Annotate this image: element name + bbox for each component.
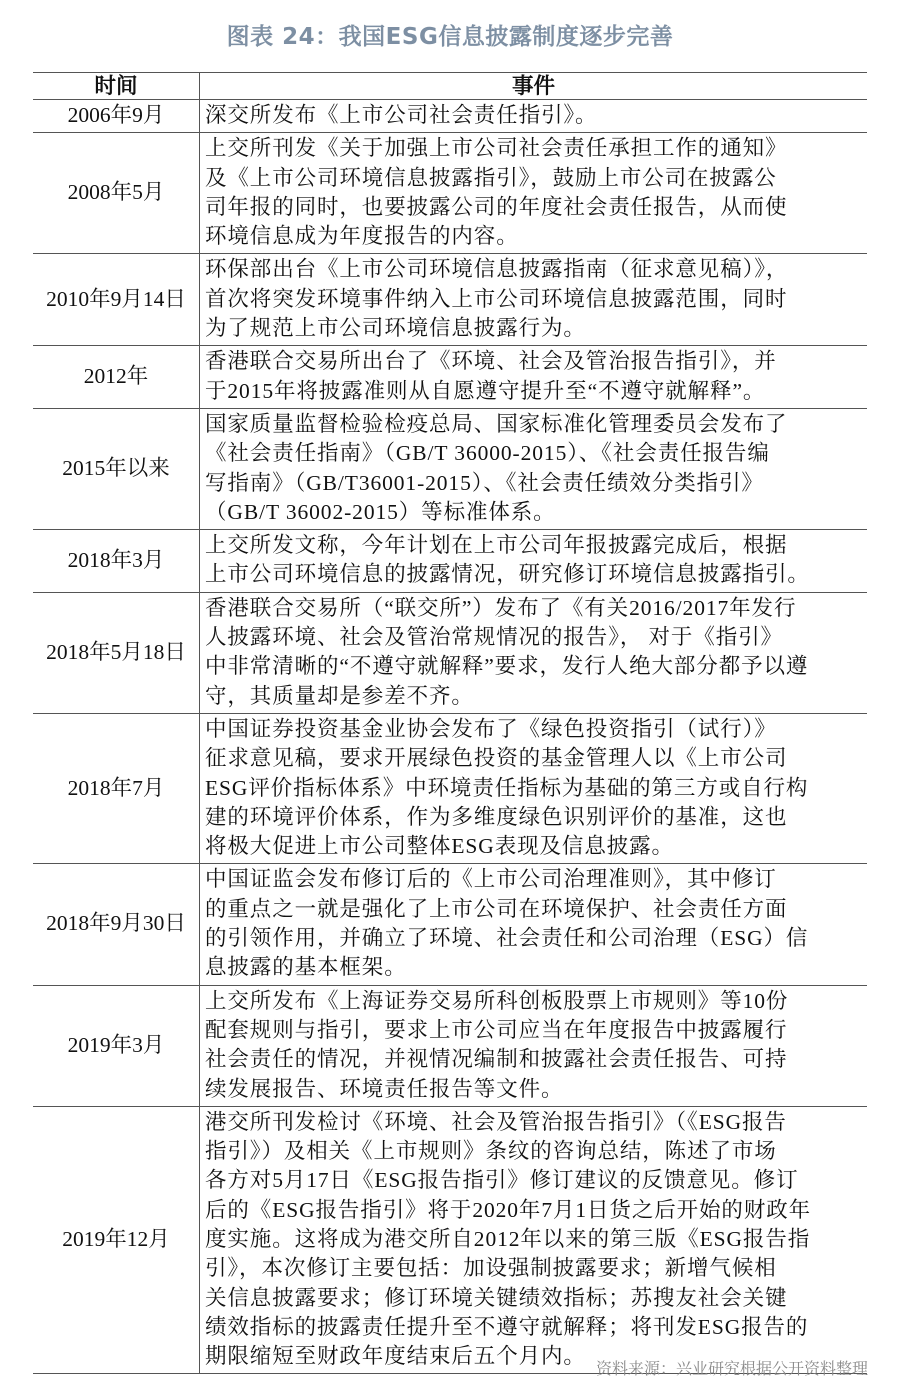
event-line: 后的《ESG报告指引》将于2020年7月1日货之后开始的财政年 — [205, 1197, 812, 1222]
table-row — [33, 408, 867, 529]
table-row — [33, 530, 867, 593]
event-line: 司年报的同时，也要披露公司的年度社会责任报告，从而使 — [205, 194, 788, 219]
event-cell — [200, 346, 868, 409]
time-cell: 2015年以来 — [33, 408, 200, 529]
event-line: 环境信息成为年度报告的内容。 — [205, 224, 519, 249]
event-line: 绩效指标的披露责任提升至不遵守就解释；将刊发ESG报告的 — [205, 1314, 809, 1339]
event-cell — [200, 100, 868, 133]
header-event: 事件 — [200, 73, 868, 100]
event-line: 期限缩短至财政年度结束后五个月内。 — [205, 1344, 586, 1369]
time-cell: 2018年7月 — [33, 713, 200, 863]
table-row — [33, 346, 867, 409]
event-cell — [200, 864, 868, 985]
time-cell: 2018年9月30日 — [33, 864, 200, 985]
time-cell: 2008年5月 — [33, 133, 200, 254]
event-line: 守，其质量却是参差不齐。 — [205, 683, 474, 708]
figure-title: 图表 24：我国ESG信息披露制度逐步完善 — [226, 24, 674, 50]
table-row — [33, 133, 867, 254]
event-line: 为了规范上市公司环境信息披露行为。 — [205, 316, 586, 341]
event-line: 配套规则与指引，要求上市公司应当在年度报告中披露履行 — [205, 1017, 788, 1042]
event-line: （GB/T 36002-2015）等标准体系。 — [205, 499, 556, 524]
event-line: 息披露的基本框架。 — [205, 955, 407, 980]
event-cell — [200, 254, 868, 346]
event-line: 上交所发布《上海证券交易所科创板股票上市规则》等10份 — [205, 988, 789, 1013]
event-line: 于2015年将披露准则从自愿遵守提升至“不遵守就解释”。 — [205, 378, 766, 403]
event-line: 中国证监会发布修订后的《上市公司治理准则》，其中修订 — [205, 867, 777, 892]
time-cell: 2010年9月14日 — [33, 254, 200, 346]
event-line: 及《上市公司环境信息披露指引》，鼓励上市公司在披露公 — [205, 165, 777, 190]
event-line: 征求意见稿，要求开展绿色投资的基金管理人以《上市公司 — [205, 746, 788, 771]
event-cell — [200, 1106, 868, 1374]
table-row — [33, 592, 867, 713]
event-line: 香港联合交易所（“联交所”）发布了《有关2016/2017年发行 — [205, 595, 797, 620]
event-line: 写指南》（GB/T36001-2015）、《社会责任绩效分类指引》 — [205, 470, 764, 495]
table-row — [33, 864, 867, 985]
event-cell — [200, 713, 868, 863]
event-line: 的重点之一就是强化了上市公司在环境保护、社会责任方面 — [205, 896, 788, 921]
event-line: 环保部出台《上市公司环境信息披露指南（征求意见稿）》， — [205, 257, 789, 282]
table-row — [33, 254, 867, 346]
event-line: 将极大促进上市公司整体ESG表现及信息披露。 — [205, 834, 674, 859]
event-line: 首次将突发环境事件纳入上市公司环境信息披露范围，同时 — [205, 286, 788, 311]
table-row — [33, 713, 867, 863]
event-line: 各方对5月17日《ESG报告指引》修订建议的反馈意见。修订 — [205, 1168, 799, 1193]
table-row — [33, 100, 867, 133]
event-line: 引》，本次修订主要包括：加设强制披露要求；新增气候相 — [205, 1256, 777, 1281]
event-line: 《社会责任指南》（GB/T 36000-2015）、《社会责任报告编 — [205, 441, 770, 466]
event-line: 中非常清晰的“不遵守就解释”要求，发行人绝大部分都予以遵 — [205, 654, 809, 679]
event-line: 中国证券投资基金业协会发布了《绿色投资指引（试行）》 — [205, 716, 777, 741]
event-line: 度实施。这将成为港交所自2012年以来的第三版《ESG报告指 — [205, 1226, 811, 1251]
source-note: 资料来源：兴业研究根据公开资料整理 — [595, 1359, 868, 1378]
table-row — [33, 1106, 867, 1374]
event-line: 上市公司环境信息的披露情况，研究修订环境信息披露指引。 — [205, 562, 810, 587]
event-line: 深交所发布《上市公司社会责任指引》。 — [205, 103, 598, 127]
event-line: 建的环境评价体系，作为多维度绿色识别评价的基准，这也 — [205, 804, 788, 829]
event-line: 港交所刊发检讨《环境、社会及管治报告指引》（《ESG报告 — [205, 1109, 787, 1134]
event-cell — [200, 592, 868, 713]
time-cell: 2012年 — [33, 346, 200, 409]
time-cell: 2006年9月 — [33, 100, 200, 133]
event-line: 续发展报告、环境责任报告等文件。 — [205, 1076, 564, 1101]
event-cell — [200, 985, 868, 1106]
event-cell — [200, 530, 868, 593]
table-header-row — [33, 73, 867, 100]
event-line: ESG评价指标体系》中环境责任指标为基础的第三方或自行构 — [205, 775, 809, 800]
event-line: 上交所发文称，今年计划在上市公司年报披露完成后，根据 — [205, 533, 788, 558]
event-line: 人披露环境、社会及管治常规情况的报告》， 对于《指引》 — [205, 625, 783, 650]
event-line: 社会责任的情况，并视情况编制和披露社会责任报告、可持 — [205, 1047, 788, 1072]
time-cell: 2019年3月 — [33, 985, 200, 1106]
event-line: 的引领作用，并确立了环境、社会责任和公司治理（ESG）信 — [205, 926, 809, 951]
event-cell — [200, 408, 868, 529]
time-cell: 2019年12月 — [33, 1106, 200, 1374]
table-row — [33, 985, 867, 1106]
event-line: 指引》）及相关《上市规则》条纹的咨询总结，陈述了市场 — [205, 1139, 777, 1164]
event-line: 国家质量监督检验检疫总局、国家标准化管理委员会发布了 — [205, 411, 788, 436]
time-cell: 2018年3月 — [33, 530, 200, 593]
header-time: 时间 — [33, 73, 200, 100]
event-line: 关信息披露要求；修订环境关键绩效指标；苏搜友社会关键 — [205, 1285, 788, 1310]
event-cell — [200, 133, 868, 254]
time-cell: 2018年5月18日 — [33, 592, 200, 713]
event-line: 香港联合交易所出台了《环境、社会及管治报告指引》，并 — [205, 349, 777, 374]
event-line: 上交所刊发《关于加强上市公司社会责任承担工作的通知》 — [205, 136, 788, 161]
esg-disclosure-table — [33, 72, 867, 1374]
